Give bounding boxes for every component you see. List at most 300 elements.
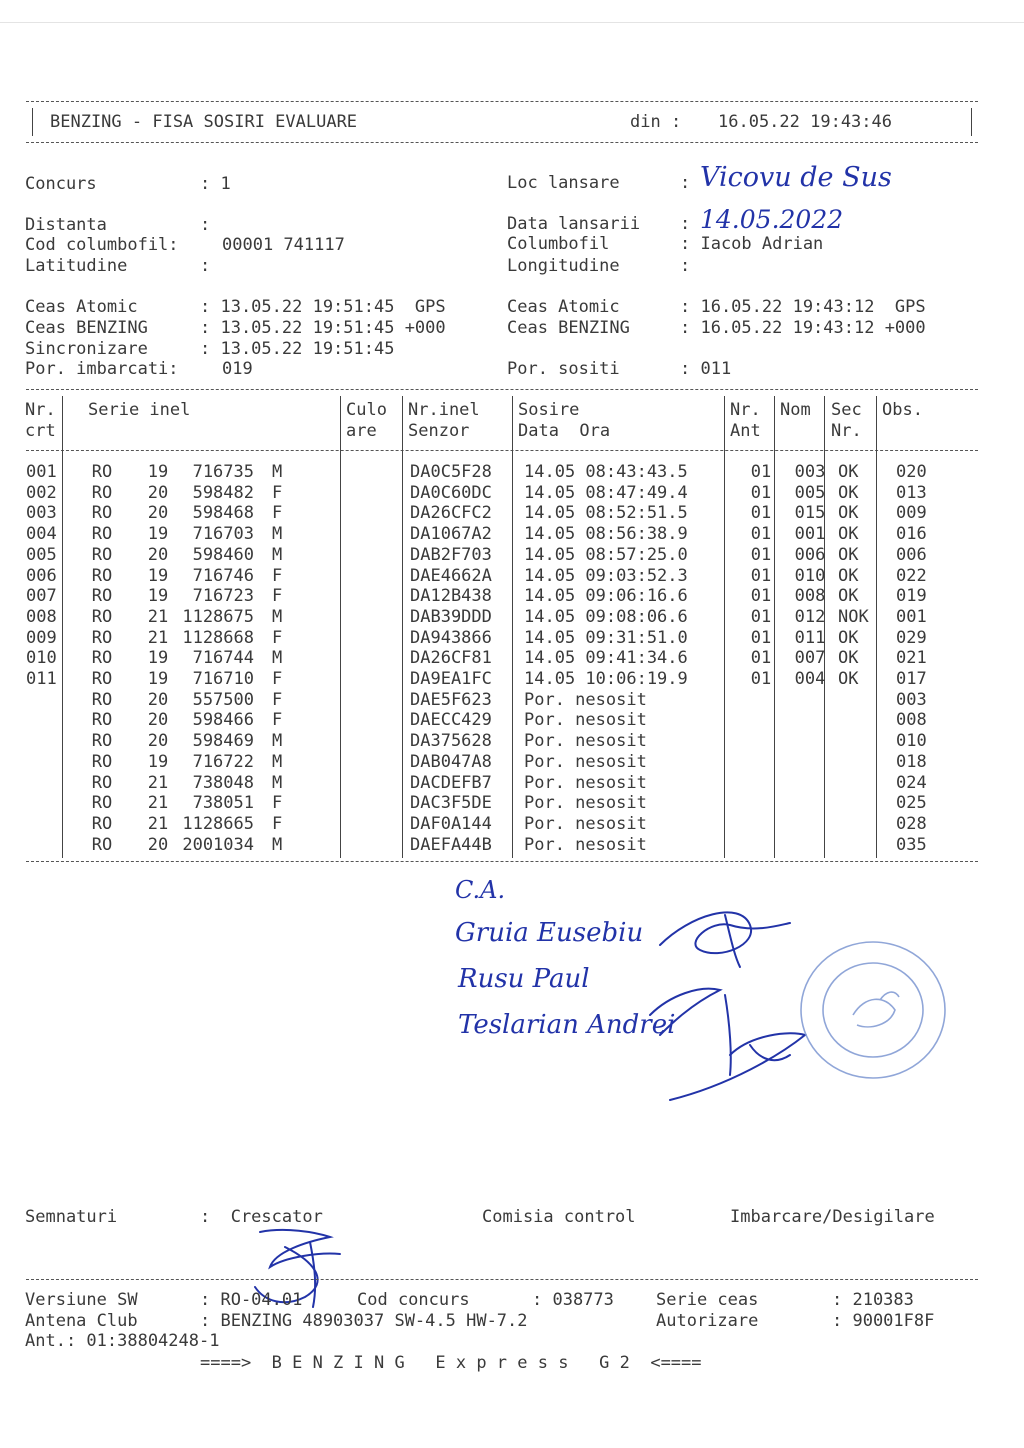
- date-label: din :: [630, 112, 682, 132]
- col-senzor-header-1: Nr.inel: [408, 400, 480, 420]
- row-nom: 001: [794, 524, 826, 545]
- col-serie-header: Serie inel: [88, 400, 191, 420]
- row-security: OK: [838, 544, 859, 565]
- row-nom: [786, 773, 834, 794]
- row-year: 20: [147, 834, 169, 855]
- row-obs: 035: [896, 834, 927, 855]
- row-ring-number: 598469: [192, 731, 254, 752]
- row-antenna: [736, 814, 786, 835]
- row-country: RO: [91, 586, 113, 607]
- autorizare-value: : 90001F8F: [832, 1311, 935, 1331]
- row-country: RO: [91, 772, 113, 793]
- row-sensor-id: DAE4662A: [410, 565, 492, 586]
- row-obs: 006: [896, 544, 927, 565]
- ceas-benzing-value: : 13.05.22 19:51:45 +000: [200, 318, 446, 338]
- table-row: [26, 731, 956, 752]
- data-lansarii-handwritten: 14.05.2022: [700, 205, 844, 234]
- row-arrival-time: Por. nesosit: [524, 793, 647, 814]
- antenna-id-line: Ant.: 01:38804248-1: [25, 1331, 220, 1351]
- row-arrival-time: Por. nesosit: [524, 751, 647, 772]
- row-nom: 012: [794, 606, 826, 627]
- row-sex: M: [272, 544, 283, 565]
- row-nr: 002: [26, 482, 57, 503]
- row-obs: 009: [896, 503, 927, 524]
- row-nom: 008: [794, 586, 826, 607]
- row-ring-number: 598466: [192, 710, 254, 731]
- row-obs: 013: [896, 482, 927, 503]
- row-antenna: [736, 690, 786, 711]
- row-ring-number: 1128665: [182, 813, 254, 834]
- row-antenna: 01: [750, 565, 772, 586]
- header-left-edge: [32, 108, 33, 136]
- row-color: [344, 483, 406, 504]
- row-color: [344, 669, 406, 690]
- footer-border: [26, 1279, 978, 1280]
- row-antenna: 01: [750, 627, 772, 648]
- serie-ceas-value: : 210383: [832, 1290, 914, 1310]
- row-sensor-id: DA375628: [410, 731, 492, 752]
- row-sensor-id: DA1067A2: [410, 524, 492, 545]
- table-row: [26, 607, 956, 628]
- row-country: RO: [91, 524, 113, 545]
- row-arrival-time: 14.05 10:06:19.9: [524, 669, 688, 690]
- col-sec-header-2: Nr.: [831, 421, 862, 441]
- row-antenna: [736, 731, 786, 752]
- row-nr: [26, 835, 66, 856]
- row-year: 20: [147, 482, 169, 503]
- longitudine-value: :: [680, 256, 691, 276]
- row-nr: 004: [26, 524, 57, 545]
- row-antenna: [736, 752, 786, 773]
- row-arrival-time: Por. nesosit: [524, 731, 647, 752]
- row-color: [344, 773, 406, 794]
- row-arrival-time: 14.05 08:47:49.4: [524, 482, 688, 503]
- versiune-label: Versiune SW: [25, 1290, 138, 1310]
- row-nr: 008: [26, 606, 57, 627]
- row-arrival-time: 14.05 08:52:51.5: [524, 503, 688, 524]
- row-sex: M: [272, 606, 283, 627]
- row-antenna: [736, 793, 786, 814]
- row-antenna: 01: [750, 648, 772, 669]
- autorizare-label: Autorizare: [656, 1311, 759, 1331]
- row-nom: 006: [794, 544, 826, 565]
- loc-value-handwritten: Vicovu de Sus: [700, 162, 892, 193]
- row-sensor-id: DAB39DDD: [410, 606, 492, 627]
- commission-member-3: Teslarian Andrei: [458, 1010, 676, 1040]
- commission-title: C.A.: [455, 876, 506, 904]
- antena-label: Antena Club: [25, 1311, 138, 1331]
- row-antenna: 01: [750, 544, 772, 565]
- row-sensor-id: DAF0A144: [410, 813, 492, 834]
- row-nom: 010: [794, 565, 826, 586]
- sheet-title: BENZING - FISA SOSIRI EVALUARE: [50, 112, 358, 132]
- row-arrival-time: 14.05 09:06:16.6: [524, 586, 688, 607]
- row-sex: M: [272, 648, 283, 669]
- row-antenna: 01: [750, 606, 772, 627]
- row-nr: 006: [26, 565, 57, 586]
- table-row: [26, 628, 956, 649]
- row-arrival-time: 14.05 09:08:06.6: [524, 606, 688, 627]
- row-year: 20: [147, 689, 169, 710]
- row-year: 21: [147, 793, 169, 814]
- row-color: [344, 710, 406, 731]
- row-color: [344, 752, 406, 773]
- row-year: 20: [147, 710, 169, 731]
- distanta-label: Distanta: [25, 215, 107, 235]
- row-color: [344, 835, 406, 856]
- commission-signature: [630, 895, 820, 1110]
- row-arrival-time: 14.05 09:31:51.0: [524, 627, 688, 648]
- row-obs: 017: [896, 669, 927, 690]
- semnaturi-label: Semnaturi: [25, 1207, 118, 1227]
- row-arrival-time: 14.05 08:43:43.5: [524, 462, 688, 482]
- table-row: [26, 648, 956, 669]
- row-nom: 015: [794, 503, 826, 524]
- row-country: RO: [91, 710, 113, 731]
- data-lansarii-colon: :: [680, 214, 691, 234]
- row-arrival-time: 14.05 08:57:25.0: [524, 544, 688, 565]
- row-arrival-time: Por. nesosit: [524, 813, 647, 834]
- antena-value: : BENZING 48903037 SW-4.5 HW-7.2: [200, 1311, 528, 1331]
- row-country: RO: [91, 793, 113, 814]
- row-nr: [26, 731, 66, 752]
- row-security: [834, 814, 890, 835]
- row-color: [344, 524, 406, 545]
- ceas-atomic-label: Ceas Atomic: [25, 297, 138, 317]
- row-security: OK: [838, 648, 859, 669]
- row-sex: F: [272, 689, 283, 710]
- row-obs: 010: [896, 731, 927, 752]
- row-color: [344, 462, 406, 483]
- row-color: [344, 566, 406, 587]
- row-security: OK: [838, 627, 859, 648]
- row-country: RO: [91, 813, 113, 834]
- row-year: 20: [147, 503, 169, 524]
- col-senzor-header-2: Senzor: [408, 421, 470, 441]
- row-sex: F: [272, 627, 283, 648]
- sositi-value: : 011: [680, 359, 732, 379]
- row-arrival-time: Por. nesosit: [524, 834, 647, 855]
- row-year: 19: [147, 565, 169, 586]
- row-antenna: 01: [750, 586, 772, 607]
- row-sex: F: [272, 503, 283, 524]
- concurs-value: : 1: [200, 174, 231, 194]
- row-sex: F: [272, 669, 283, 690]
- row-nr: 011: [26, 669, 57, 690]
- row-country: RO: [91, 544, 113, 565]
- loc-colon: :: [680, 173, 691, 193]
- row-year: 19: [147, 524, 169, 545]
- cod-columbofil-label: Cod columbofil:: [25, 235, 179, 255]
- row-obs: 029: [896, 627, 927, 648]
- row-sensor-id: DA0C5F28: [410, 462, 492, 482]
- row-obs: 018: [896, 751, 927, 772]
- row-year: 20: [147, 731, 169, 752]
- row-obs: 022: [896, 565, 927, 586]
- row-security: [834, 773, 890, 794]
- ceas-atomic-value: : 13.05.22 19:51:45 GPS: [200, 297, 446, 317]
- row-arrival-time: Por. nesosit: [524, 772, 647, 793]
- ceas-atomic2-label: Ceas Atomic: [507, 297, 620, 317]
- row-nom: [786, 752, 834, 773]
- header-right-edge: [971, 108, 972, 136]
- row-color: [344, 607, 406, 628]
- row-sensor-id: DA26CFC2: [410, 503, 492, 524]
- row-ring-number: 598468: [192, 503, 254, 524]
- row-nom: 007: [794, 648, 826, 669]
- row-sensor-id: DACDEFB7: [410, 772, 492, 793]
- table-row: [26, 773, 956, 794]
- row-security: [834, 710, 890, 731]
- row-country: RO: [91, 751, 113, 772]
- row-color: [344, 731, 406, 752]
- row-nom: [786, 835, 834, 856]
- row-antenna: [736, 710, 786, 731]
- row-arrival-time: 14.05 08:56:38.9: [524, 524, 688, 545]
- row-sex: F: [272, 565, 283, 586]
- imbarcati-label: Por. imbarcati:: [25, 359, 179, 379]
- table-top-border: [26, 389, 978, 390]
- imbarcati-value: 019: [222, 359, 253, 379]
- row-ring-number: 598460: [192, 544, 254, 565]
- commission-member-2: Rusu Paul: [458, 964, 590, 994]
- concurs-label: Concurs: [25, 174, 97, 194]
- row-arrival-time: 14.05 09:03:52.3: [524, 565, 688, 586]
- row-year: 19: [147, 586, 169, 607]
- cod-concurs-label: Cod concurs: [357, 1290, 470, 1310]
- row-country: RO: [91, 482, 113, 503]
- row-year: 21: [147, 606, 169, 627]
- comisia-control: Comisia control: [482, 1207, 636, 1227]
- row-ring-number: 1128668: [182, 627, 254, 648]
- row-color: [344, 628, 406, 649]
- row-sensor-id: DAC3F5DE: [410, 793, 492, 814]
- row-ring-number: 716744: [192, 648, 254, 669]
- row-color: [344, 503, 406, 524]
- row-security: OK: [838, 586, 859, 607]
- col-obs-header: Obs.: [882, 400, 923, 420]
- row-ring-number: 716722: [192, 751, 254, 772]
- row-year: 21: [147, 813, 169, 834]
- row-sex: M: [272, 462, 283, 482]
- row-security: NOK: [838, 606, 869, 627]
- col-ant-header-2: Ant: [730, 421, 761, 441]
- row-sensor-id: DA12B438: [410, 586, 492, 607]
- row-nr: [26, 814, 66, 835]
- row-nr: 001: [26, 462, 57, 482]
- row-country: RO: [91, 565, 113, 586]
- row-nom: 005: [794, 482, 826, 503]
- row-security: OK: [838, 503, 859, 524]
- row-ring-number: 1128675: [182, 606, 254, 627]
- semnaturi-crescator: : Crescator: [200, 1207, 323, 1227]
- imbarcare-desigilare: Imbarcare/Desigilare: [730, 1207, 935, 1227]
- row-sensor-id: DAE5F623: [410, 689, 492, 710]
- row-security: [834, 752, 890, 773]
- row-year: 20: [147, 544, 169, 565]
- sincronizare-value: : 13.05.22 19:51:45: [200, 339, 395, 359]
- ceas-benzing2-label: Ceas BENZING: [507, 318, 630, 338]
- row-year: 21: [147, 627, 169, 648]
- row-nr: [26, 690, 66, 711]
- row-country: RO: [91, 689, 113, 710]
- row-sensor-id: DA9EA1FC: [410, 669, 492, 690]
- row-sensor-id: DA26CF81: [410, 648, 492, 669]
- row-year: 19: [147, 462, 169, 482]
- row-nom: [786, 690, 834, 711]
- row-year: 19: [147, 669, 169, 690]
- cod-concurs-value: : 038773: [532, 1290, 614, 1310]
- table-row: [26, 752, 956, 773]
- header-bottom-border: [26, 142, 978, 143]
- row-security: [834, 690, 890, 711]
- row-ring-number: 716710: [192, 669, 254, 690]
- row-nom: 004: [794, 669, 826, 690]
- row-security: [834, 793, 890, 814]
- table-row: [26, 462, 956, 483]
- row-ring-number: 716703: [192, 524, 254, 545]
- row-sex: M: [272, 834, 283, 855]
- row-arrival-time: 14.05 09:41:34.6: [524, 648, 688, 669]
- row-obs: 024: [896, 772, 927, 793]
- row-antenna: 01: [750, 482, 772, 503]
- row-obs: 016: [896, 524, 927, 545]
- table-row: [26, 566, 956, 587]
- table-bottom-border: [26, 861, 978, 862]
- row-sex: M: [272, 731, 283, 752]
- row-security: OK: [838, 565, 859, 586]
- row-security: OK: [838, 524, 859, 545]
- table-row: [26, 814, 956, 835]
- row-ring-number: 557500: [192, 689, 254, 710]
- row-country: RO: [91, 834, 113, 855]
- row-obs: 028: [896, 813, 927, 834]
- table-row: [26, 503, 956, 524]
- row-antenna: 01: [750, 462, 772, 482]
- table-row: [26, 586, 956, 607]
- row-nr: 009: [26, 627, 57, 648]
- row-obs: 001: [896, 606, 927, 627]
- commission-member-1: Gruia Eusebiu: [455, 918, 644, 948]
- col-sosire-header-1: Sosire: [518, 400, 580, 420]
- row-color: [344, 814, 406, 835]
- ceas-atomic2-value: : 16.05.22 19:43:12 GPS: [680, 297, 926, 317]
- row-security: [834, 835, 890, 856]
- row-obs: 025: [896, 793, 927, 814]
- row-nom: [786, 814, 834, 835]
- table-row: [26, 835, 956, 856]
- versiune-value: : RO-04.01: [200, 1290, 303, 1310]
- row-country: RO: [91, 462, 113, 482]
- row-antenna: [736, 835, 786, 856]
- data-lansarii-label: Data lansarii: [507, 214, 641, 234]
- latitudine-label: Latitudine: [25, 256, 128, 276]
- row-country: RO: [91, 731, 113, 752]
- col-nr-header-2: crt: [25, 421, 56, 441]
- row-country: RO: [91, 606, 113, 627]
- ceas-benzing2-value: : 16.05.22 19:43:12 +000: [680, 318, 926, 338]
- table-row: [26, 710, 956, 731]
- row-security: OK: [838, 669, 859, 690]
- latitudine-value: :: [200, 256, 211, 276]
- row-sex: F: [272, 813, 283, 834]
- row-sex: M: [272, 751, 283, 772]
- table-row: [26, 690, 956, 711]
- col-culoare-header-1: Culo: [346, 400, 387, 420]
- row-sensor-id: DAECC429: [410, 710, 492, 731]
- row-obs: 008: [896, 710, 927, 731]
- arrivals-table: [26, 462, 956, 855]
- row-security: OK: [838, 462, 859, 482]
- row-sex: F: [272, 793, 283, 814]
- col-ant-header-1: Nr.: [730, 400, 761, 420]
- row-sex: F: [272, 710, 283, 731]
- row-obs: 020: [896, 462, 927, 482]
- columbofil-label: Columbofil: [507, 234, 610, 254]
- row-sensor-id: DAB2F703: [410, 544, 492, 565]
- row-nr: [26, 793, 66, 814]
- row-antenna: 01: [750, 503, 772, 524]
- table-row: [26, 669, 956, 690]
- row-sensor-id: DAEFA44B: [410, 834, 492, 855]
- row-year: 21: [147, 772, 169, 793]
- row-antenna: [736, 773, 786, 794]
- row-ring-number: 716723: [192, 586, 254, 607]
- row-nr: 007: [26, 586, 57, 607]
- row-sensor-id: DA943866: [410, 627, 492, 648]
- col-culoare-header-2: are: [346, 421, 377, 441]
- row-country: RO: [91, 627, 113, 648]
- row-obs: 003: [896, 689, 927, 710]
- loc-label: Loc lansare: [507, 173, 620, 193]
- col-nom-header: Nom: [780, 400, 811, 420]
- row-year: 19: [147, 648, 169, 669]
- row-nom: [786, 793, 834, 814]
- row-nr: [26, 773, 66, 794]
- row-nr: 010: [26, 648, 57, 669]
- row-color: [344, 690, 406, 711]
- table-row: [26, 545, 956, 566]
- row-sex: M: [272, 524, 283, 545]
- row-color: [344, 648, 406, 669]
- serie-ceas-label: Serie ceas: [656, 1290, 759, 1310]
- row-ring-number: 716746: [192, 565, 254, 586]
- row-nom: [786, 710, 834, 731]
- date-value: 16.05.22 19:43:46: [718, 112, 892, 132]
- row-nr: 005: [26, 544, 57, 565]
- table-row: [26, 524, 956, 545]
- row-country: RO: [91, 503, 113, 524]
- row-country: RO: [91, 648, 113, 669]
- row-obs: 019: [896, 586, 927, 607]
- benzing-express-banner: ====> B E N Z I N G E x p r e s s G 2 <====: [200, 1353, 702, 1373]
- sincronizare-label: Sincronizare: [25, 339, 148, 359]
- row-sex: F: [272, 482, 283, 503]
- table-header-border: [26, 450, 978, 451]
- col-nr-header-1: Nr.: [25, 400, 56, 420]
- table-row: [26, 483, 956, 504]
- row-ring-number: 598482: [192, 482, 254, 503]
- row-ring-number: 738048: [192, 772, 254, 793]
- row-nr: 003: [26, 503, 57, 524]
- row-antenna: 01: [750, 524, 772, 545]
- row-arrival-time: Por. nesosit: [524, 710, 647, 731]
- col-sosire-header-2: Data Ora: [518, 421, 611, 441]
- row-country: RO: [91, 669, 113, 690]
- row-color: [344, 793, 406, 814]
- row-security: OK: [838, 482, 859, 503]
- row-nom: 011: [794, 627, 826, 648]
